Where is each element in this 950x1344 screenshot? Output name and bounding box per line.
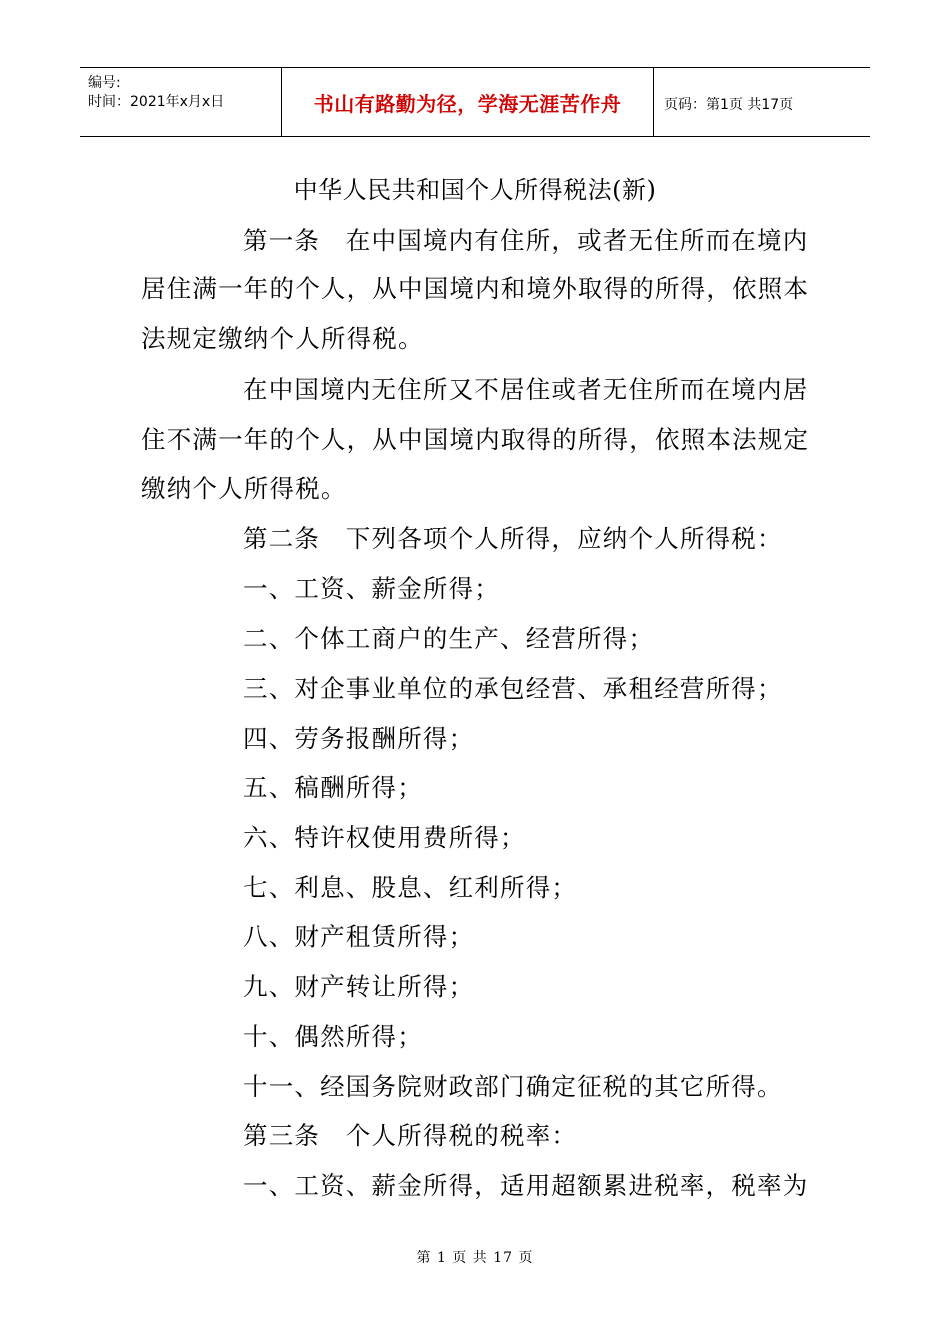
list-item: 九、财产转让所得； <box>243 972 475 1001</box>
list-item: 十一、经国务院财政部门确定征税的其它所得。 <box>243 1072 783 1101</box>
page-footer: 第 1 页 共 17 页 <box>416 1250 534 1266</box>
header-meta-cell <box>80 68 282 136</box>
list-item: 五、稿酬所得； <box>243 773 423 802</box>
article-heading: 第二条 下列各项个人所得，应纳个人所得税： <box>243 524 783 553</box>
list-item: 二、个体工商户的生产、经营所得； <box>243 624 655 653</box>
document-header <box>80 67 870 137</box>
paragraph-line: 法规定缴纳个人所得税。 <box>141 324 424 353</box>
list-item: 三、对企事业单位的承包经营、承租经营所得； <box>243 674 783 703</box>
paragraph-line: 一、工资、薪金所得，适用超额累进税率，税率为 <box>243 1171 809 1200</box>
paragraph-line: 住不满一年的个人，从中国境内取得的所得，依照本法规定 <box>141 425 810 454</box>
list-item: 一、工资、薪金所得； <box>243 574 500 603</box>
paragraph-line: 缴纳个人所得税。 <box>141 474 347 503</box>
list-item: 七、利息、股息、红利所得； <box>243 873 578 902</box>
list-item: 六、特许权使用费所得； <box>243 823 526 852</box>
header-motto-cell <box>282 68 654 136</box>
document-title: 中华人民共和国个人所得税法(新) <box>293 176 657 204</box>
paragraph-line: 第一条 在中国境内有住所，或者无住所而在境内 <box>243 226 809 255</box>
article-heading: 第三条 个人所得税的税率： <box>243 1121 578 1150</box>
date-label: 时间：2021年x月x日 <box>88 94 225 110</box>
motto-text: 书山有路勤为径，学海无涯苦作舟 <box>313 91 622 116</box>
list-item: 八、财产租赁所得； <box>243 922 475 951</box>
serial-number-label: 编号: <box>88 75 121 91</box>
list-item: 四、劳务报酬所得； <box>243 724 475 753</box>
paragraph-line: 居住满一年的个人，从中国境内和境外取得的所得，依照本 <box>141 274 810 303</box>
list-item: 十、偶然所得； <box>243 1022 423 1051</box>
page-info: 页码：第1页 共17页 <box>664 97 794 113</box>
header-page-cell <box>654 68 870 136</box>
paragraph-line: 在中国境内无住所又不居住或者无住所而在境内居 <box>243 375 809 404</box>
